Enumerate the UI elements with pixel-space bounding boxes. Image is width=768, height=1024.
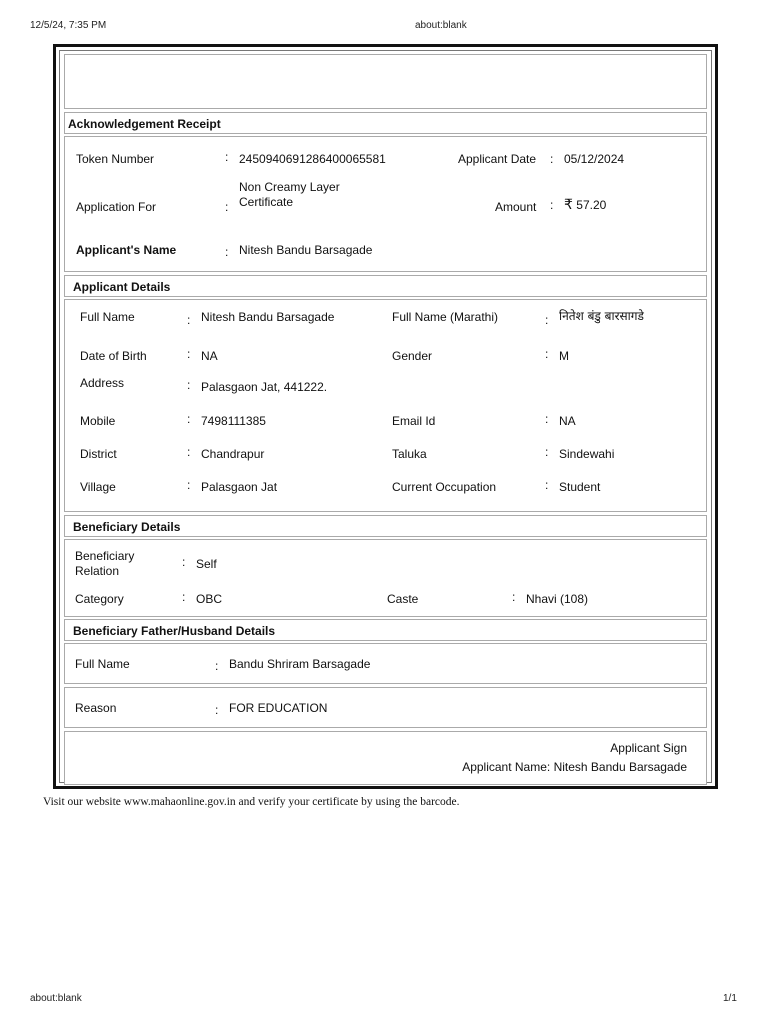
section-header-acknowledgement xyxy=(64,112,707,134)
full-name-marathi-label: Full Name (Marathi) xyxy=(392,310,499,324)
colon: : xyxy=(225,150,229,164)
colon: : xyxy=(545,347,549,361)
colon: : xyxy=(545,478,549,492)
application-for-value-line1: Non Creamy Layer xyxy=(239,180,340,194)
category-label: Category xyxy=(75,592,124,606)
section-header-applicant-details xyxy=(64,275,707,297)
colon: : xyxy=(182,555,186,569)
father-details-section xyxy=(64,643,707,684)
application-for-label: Application For xyxy=(76,200,157,214)
applicant-name-value: Nitesh Bandu Barsagade xyxy=(239,243,373,257)
email-label: Email Id xyxy=(392,414,436,428)
print-page-title: about:blank xyxy=(415,20,467,31)
caste-value: Nhavi (108) xyxy=(526,592,589,606)
occupation-value: Student xyxy=(559,480,601,494)
verification-footnote: Visit our website www.mahaonline.gov.in and verify your certificate by using the barcode. xyxy=(43,796,460,808)
colon: : xyxy=(187,313,191,327)
village-label: Village xyxy=(80,480,116,494)
colon: : xyxy=(187,412,191,426)
applicant-date-value: 05/12/2024 xyxy=(564,152,625,166)
father-full-name-value: Bandu Shriram Barsagade xyxy=(229,657,371,671)
colon: : xyxy=(550,198,554,212)
application-for-value-line2: Certificate xyxy=(239,195,294,209)
receipt-inner-frame xyxy=(59,50,712,783)
rupee-icon: ₹ xyxy=(564,197,573,213)
colon: : xyxy=(512,590,516,604)
reason-label: Reason xyxy=(75,701,117,715)
address-value: Palasgaon Jat, 441222. xyxy=(201,380,328,394)
applicant-date-label: Applicant Date xyxy=(458,152,537,166)
father-full-name-label: Full Name xyxy=(75,657,130,671)
applicant-details-section xyxy=(64,299,707,512)
print-page-number: 1/1 xyxy=(723,993,737,1004)
token-number-label: Token Number xyxy=(76,152,155,166)
header-blank-area xyxy=(64,54,707,109)
applicant-sign-label: Applicant Sign xyxy=(610,741,687,755)
district-value: Chandrapur xyxy=(201,447,265,461)
mobile-value: 7498111385 xyxy=(201,414,266,428)
beneficiary-details-heading: Beneficiary Details xyxy=(73,520,181,534)
colon: : xyxy=(187,378,191,392)
full-name-label: Full Name xyxy=(80,310,135,324)
colon: : xyxy=(187,445,191,459)
beneficiary-relation-label-line1: Beneficiary xyxy=(75,549,135,563)
dob-value: NA xyxy=(201,349,218,363)
colon: : xyxy=(187,478,191,492)
reason-section xyxy=(64,687,707,728)
colon: : xyxy=(545,445,549,459)
colon: : xyxy=(550,152,554,166)
beneficiary-details-section xyxy=(64,539,707,617)
colon: : xyxy=(182,590,186,604)
section-header-beneficiary-details xyxy=(64,515,707,537)
full-name-marathi-value: नितेश बंडु बारसागडे xyxy=(559,309,644,323)
amount-number: 57.20 xyxy=(576,198,607,212)
mobile-label: Mobile xyxy=(80,414,116,428)
section-header-father-details xyxy=(64,619,707,641)
colon: : xyxy=(225,245,229,259)
beneficiary-relation-label-line2: Relation xyxy=(75,564,120,578)
signature-section xyxy=(64,731,707,785)
applicant-details-heading: Applicant Details xyxy=(73,280,171,294)
print-datetime: 12/5/24, 7:35 PM xyxy=(30,20,107,31)
colon: : xyxy=(225,200,229,214)
acknowledgement-heading: Acknowledgement Receipt xyxy=(68,117,221,131)
dob-label: Date of Birth xyxy=(80,349,147,363)
father-details-heading: Beneficiary Father/Husband Details xyxy=(73,624,276,638)
applicant-name-line: Applicant Name: Nitesh Bandu Barsagade xyxy=(462,760,687,774)
amount-label: Amount xyxy=(495,200,537,214)
colon: : xyxy=(187,347,191,361)
colon: : xyxy=(215,703,219,717)
address-label: Address xyxy=(80,376,125,390)
beneficiary-relation-value: Self xyxy=(196,557,217,571)
colon: : xyxy=(215,659,219,673)
occupation-label: Current Occupation xyxy=(392,480,497,494)
taluka-label: Taluka xyxy=(392,447,427,461)
gender-value: M xyxy=(559,349,569,363)
token-number-value: 2450940691286400065581 xyxy=(239,152,386,166)
village-value: Palasgaon Jat xyxy=(201,480,278,494)
print-footer-url: about:blank xyxy=(30,993,82,1004)
amount-value xyxy=(564,198,606,212)
gender-label: Gender xyxy=(392,349,433,363)
category-value: OBC xyxy=(196,592,223,606)
applicant-name-label: Applicant's Name xyxy=(76,243,177,257)
receipt-frame xyxy=(53,44,718,789)
email-value: NA xyxy=(559,414,576,428)
colon: : xyxy=(545,313,549,327)
caste-label: Caste xyxy=(387,592,419,606)
full-name-value: Nitesh Bandu Barsagade xyxy=(201,310,335,324)
taluka-value: Sindewahi xyxy=(559,447,615,461)
colon: : xyxy=(545,412,549,426)
acknowledgement-section xyxy=(64,136,707,272)
reason-value: FOR EDUCATION xyxy=(229,701,328,715)
district-label: District xyxy=(80,447,117,461)
